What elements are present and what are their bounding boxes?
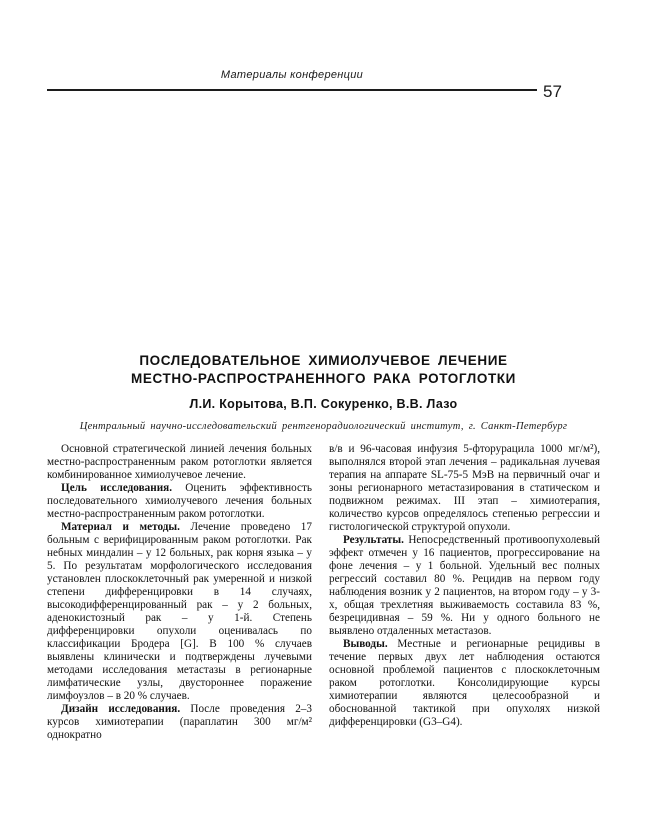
body-columns [47,443,600,742]
body-paragraph: в/в и 96-часовая инфузия 5-фторурацила 1000 мг/м²), выполнялся второй этап лечения – радикальная лучевая терапия на аппарате SL-75-5 МэВ на первичный очаг и зоны регионарного метастазирования в статическом и подвижном режимах. III этап – химиотерапия, количество курсов определялось степенью регрессии и гистологической структурой опухоли. [329,443,600,533]
paragraph-lead: Выводы. [343,638,388,650]
body-column-right [329,443,600,742]
header-rule [47,89,537,91]
body-paragraph: Материал и методы. Лечение проведено 17 больным с верифицированным раком ротоглотки. Рак небных миндалин – у 12 больных, рак корня языка – у 5. По результатам морфологического исследования установлен плоскоклеточный рак умеренной и низкой степени дифференцировки в 14 случаях, высокодифференцированный рак – у 2 больных, аденокистозный рак – у 1-й. Степень дифференцировки опухоли оценивалась по классификации Бродера [G]. В 100 % случаев выявлены клинически и подтверждены лучевыми методами исследования метастазы в регионарные лимфатические узлы, двустороннее поражение лимфоузлов – в 20 % случаев. [47,521,312,702]
body-paragraph: Дизайн исследования. После проведения 2–3 курсов химиотерапии (параплатин 300 мг/м² однократно [47,703,312,741]
article-title-line2: МЕСТНО-РАСПРОСТРАНЕННОГО РАКА РОТОГЛОТКИ [131,371,516,386]
page-number: 57 [543,82,562,101]
running-head: Материалы конференции [220,69,364,81]
paragraph-lead: Результаты. [343,534,404,546]
body-paragraph: Цель исследования. Оценить эффективность последовательного химиолучевого лечения больных местно-распространенным раком ротоглотки. [47,482,312,520]
body-column-left [47,443,312,742]
authors-line: Л.И. Корытова, В.П. Сокуренко, В.В. Лазо [189,397,458,411]
body-paragraph: Выводы. Местные и регионарные рецидивы в течение первых двух лет наблюдения остаются основной проблемой пациентов с плоскоклеточным раком ротоглотки. Консолидирующие курсы химиотерапии являются целесообразной и обоснованной тактикой при опухолях низкой дифференцировки (G3–G4). [329,638,600,728]
article-title [47,352,600,388]
paragraph-lead: Цель исследования. [61,482,172,494]
paragraph-lead: Материал и методы. [61,521,180,533]
body-paragraph: Результаты. Непосредственный противоопухолевый эффект отмечен у 16 пациентов, прогрессирование на фоне лечения – у 1 больной. Удельный вес полных регрессий составил 80 %. Рецидив на первом году наблюдения возник у 2 пациентов, на втором году – у 3-х, общая трехлетняя выживаемость составила 83 %, безрецидивная – 59 %. Ни у одного больного не выявлено отдаленных метастазов. [329,534,600,637]
article-title-line1: ПОСЛЕДОВАТЕЛЬНОЕ ХИМИОЛУЧЕВОЕ ЛЕЧЕНИЕ [139,353,508,368]
paragraph-lead: Дизайн исследования. [61,703,181,715]
affiliation-line: Центральный научно-исследовательский рентгенорадиологический институт, г. Санкт-Петербург [79,421,568,432]
body-paragraph: Основной стратегической линией лечения больных местно-распространенным раком ротоглотки является комбинированное химиолучевое лечение. [47,443,312,481]
